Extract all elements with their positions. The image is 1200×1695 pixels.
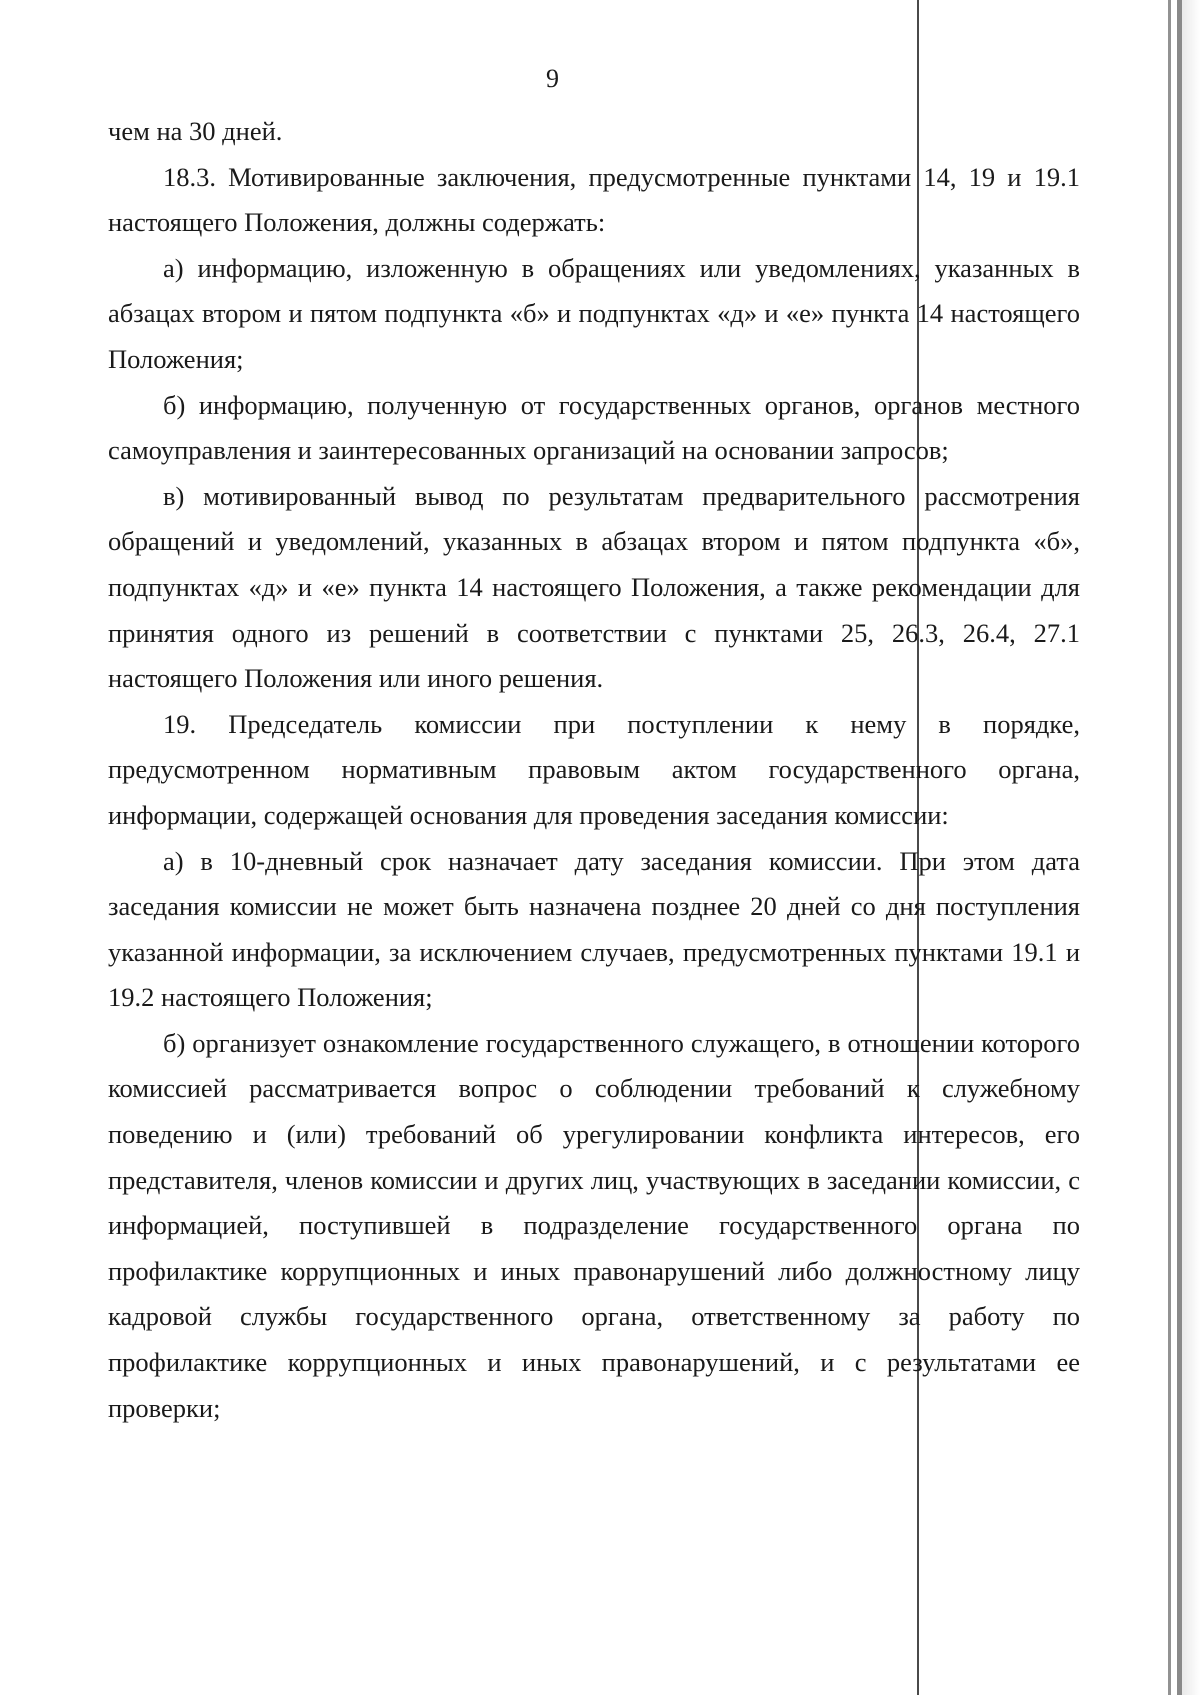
paragraph-18-3-b: б) информацию, полученную от государственных органов, органов местного самоуправления и заинтересованных организаций на основании запросов; xyxy=(108,389,1080,466)
scan-edge-line xyxy=(1168,0,1171,1695)
paragraph-19: 19. Председатель комиссии при поступлении к нему в порядке, предусмотренном нормативным правовым актом государственного органа, информации, содержащей основания для проведения заседания комиссии: xyxy=(108,708,1080,830)
paragraph-18-3: 18.3. Мотивированные заключения, предусмотренные пунктами 14, 19 и 19.1 настоящего Положения, должны содержать: xyxy=(108,161,1080,238)
body-text xyxy=(108,109,1080,1431)
paragraph-19-a: а) в 10-дневный срок назначает дату заседания комиссии. При этом дата заседания комиссии не может быть назначена позднее 20 дней со дня поступления указанной информации, за исключением случаев, предусмотренных пунктами 19.1 и 19.2 настоящего Положения; xyxy=(108,845,1080,1013)
paragraph-19-b: б) организует ознакомление государственного служащего, в отношении которого комиссией рассматривается вопрос о соблюдении требований к служебному поведению и (или) требований об урегулировании конфликта интересов, его представителя, членов комиссии и других лиц, участвующих в заседании комиссии, с информацией, поступившей в подразделение государственного органа по профилактике коррупционных и иных правонарушений либо должностному лицу кадровой службы государственного органа, ответственному за работу по профилактике коррупционных и иных правонарушений, и с результатами ее проверки; xyxy=(108,1027,1080,1423)
paragraph-18-3-a: а) информацию, изложенную в обращениях или уведомлениях, указанных в абзацах втором и пятом подпункта «б» и подпунктах «д» и «е» пункта 14 настоящего Положения; xyxy=(108,252,1080,374)
page-number: 9 xyxy=(546,64,559,93)
paragraph-continuation: чем на 30 дней. xyxy=(108,116,283,146)
scan-edge-shade xyxy=(1182,0,1200,1695)
paragraph-18-3-v: в) мотивированный вывод по результатам предварительного рассмотрения обращений и уведомлений, указанных в абзацах втором и пятом подпункта «б», подпунктах «д» и «е» пункта 14 настоящего Положения, а также рекомендации для принятия одного из решений в соответствии с пунктами 25, 26.3, 26.4, 27.1 настоящего Положения или иного решения. xyxy=(108,480,1080,694)
